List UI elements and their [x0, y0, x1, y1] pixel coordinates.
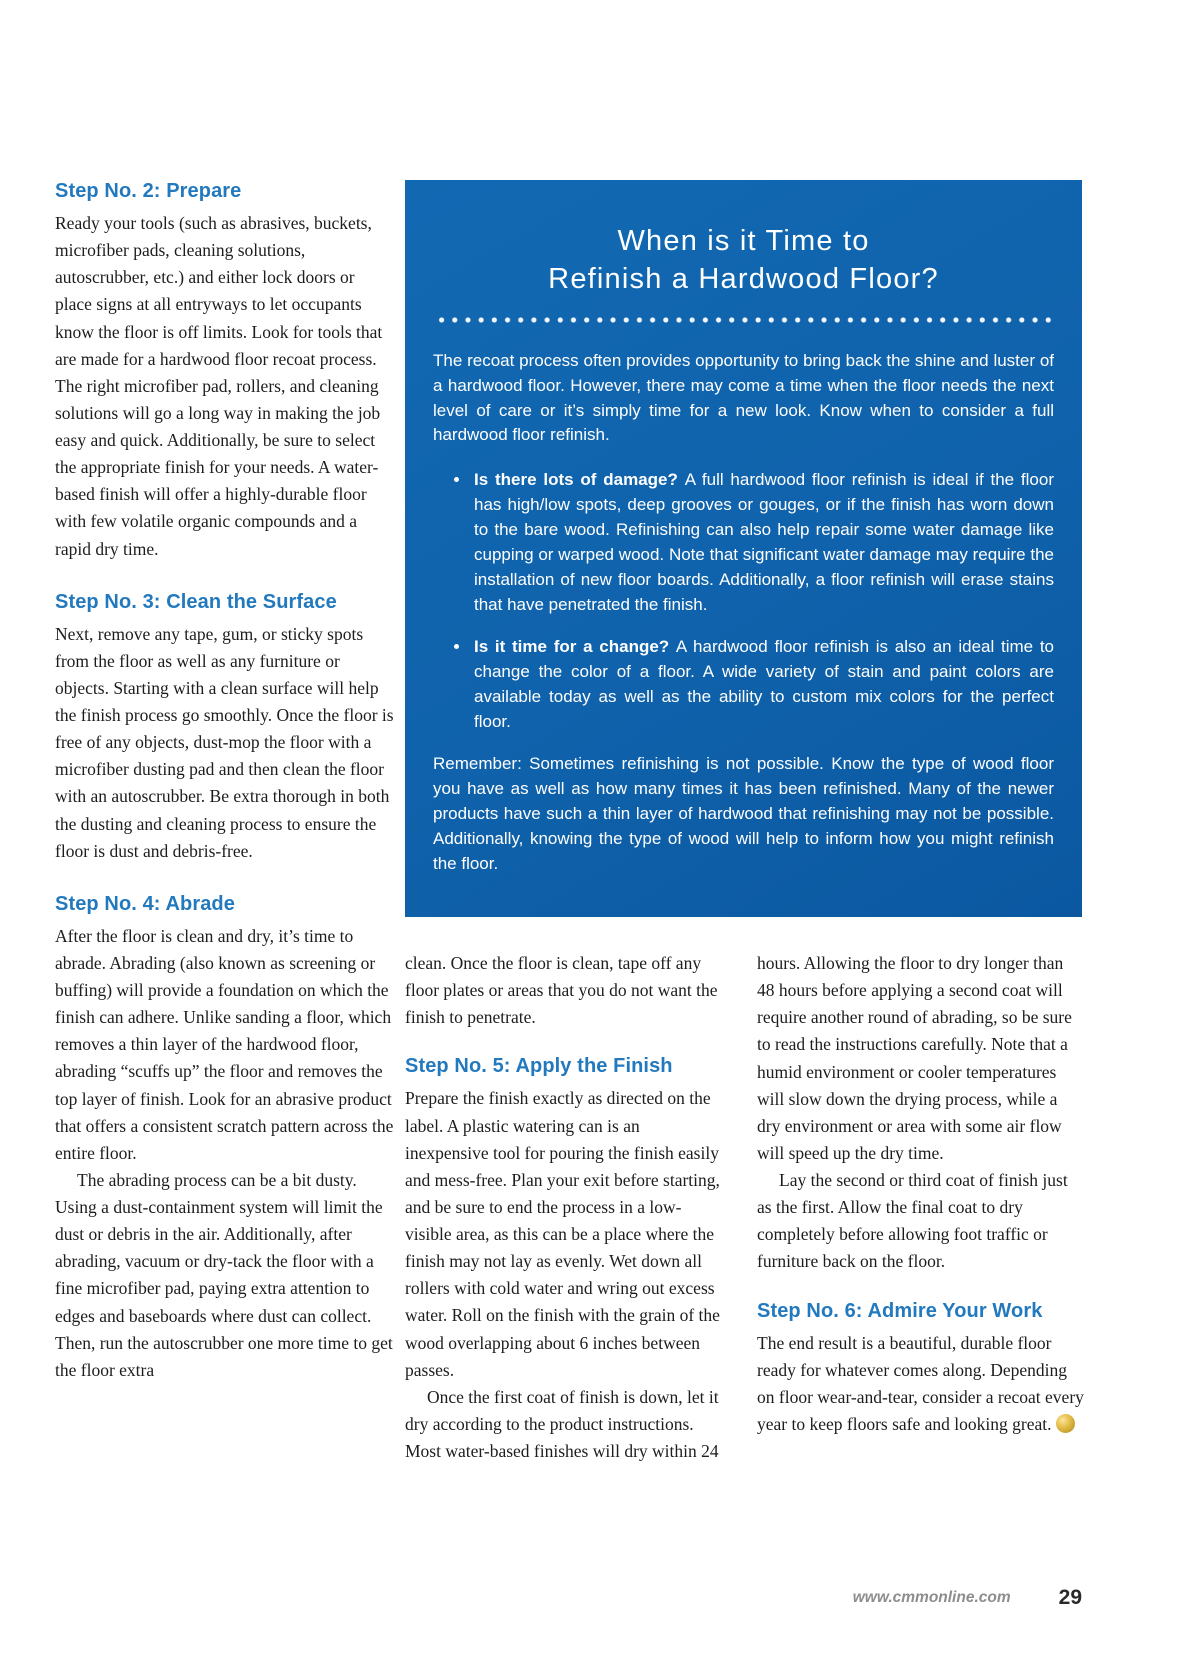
step-6-heading: Step No. 6: Admire Your Work — [757, 1299, 1043, 1322]
footer-website-url: www.cmmonline.com — [852, 1589, 1011, 1606]
step-3-heading: Step No. 3: Clean the Surface — [55, 590, 337, 613]
step-5-paragraph-2: Once the first coat of finish is down, let it dry according to the product instructions. Most water-based finishes will dry within 24 — [405, 1386, 719, 1461]
step-5-heading: Step No. 5: Apply the Finish — [405, 1055, 673, 1078]
right-column — [757, 950, 1084, 1438]
callout-title — [433, 222, 1054, 299]
refinish-callout-box — [405, 180, 1082, 917]
bullet-text: A hardwood floor refinish is also an ideal time to change the color of a floor. A wide variety of stain and paint colors are available today as well as the ability to custom mix colors for the perfect floor. — [474, 637, 1055, 732]
middle-column — [405, 950, 725, 1465]
step-5-paragraph-1: Prepare the finish exactly as directed on the label. A plastic watering can is an inexpensive tool for pouring the finish easily and mess-free. Plan your exit before starting, and be sure to end the process in a low-visible area, as this can be a place where the finish may not lay as evenly. Wet down all rollers with cold water and wring out excess water. Roll on the finish with the grain of the wood overlapping about 6 inches between passes. — [405, 1088, 720, 1380]
step-4-heading: Step No. 4: Abrade — [55, 892, 235, 915]
dotted-divider — [435, 317, 1052, 323]
callout-remember-note: Remember: Sometimes refinishing is not possible. Know the type of wood floor you have as well as how many times it has been refinished. Many of the newer products have such a thin layer of hardwood that refinishing may not be possible. Additionally, knowing the type of wood will help to inform how you might refinish the floor. — [433, 754, 1054, 874]
page-footer — [0, 1586, 1082, 1610]
step-4-paragraph-1: After the floor is clean and dry, it’s time to abrade. Abrading (also known as screening or buffing) will provide a foundation on which the finish can adhere. Unlike sanding a floor, which removes a thin layer of the hardwood floor, abrading “scuffs up” the floor and removes the top layer of finish. Look for an abrasive product that offers a consistent scratch pattern across the entire floor. — [55, 925, 394, 1163]
page-number: 29 — [1058, 1586, 1082, 1609]
step-5-continuation: hours. Allowing the floor to dry longer than 48 hours before applying a second coat will require another round of abrading, so be sure to read the instructions carefully. Note that a humid environment or cooler temperatures will slow down the drying process, while a dry environment or area with some air flow will speed up the dry time. — [757, 953, 1072, 1163]
step-3-paragraph: Next, remove any tape, gum, or sticky spots from the floor as well as any furniture or objects. Starting with a clean surface will help the finish process go smoothly. Once the floor is free of any objects, dust-mop the floor with a microfiber dusting pad and then clean the floor with an autoscrubber. Be extra thorough in both the dusting and cleaning process to ensure the floor is dust and debris-free. — [55, 623, 394, 861]
callout-intro: The recoat process often provides opportunity to bring back the shine and luster of a hardwood floor. However, there may come a time when the floor needs the next level of care or it’s simply time for a new look. Know when to consider a full hardwood floor refinish. — [433, 350, 1054, 445]
step-5-paragraph-3: Lay the second or third coat of finish just as the first. Allow the final coat to dry completely before allowing foot traffic or furniture back on the floor. — [757, 1170, 1068, 1272]
left-column — [55, 178, 395, 1410]
callout-bullet-list — [433, 468, 1054, 735]
section-step-2 — [55, 178, 395, 563]
section-step-4 — [55, 891, 395, 1384]
end-of-article-icon — [1056, 1414, 1075, 1433]
callout-bullet-damage — [471, 468, 1054, 618]
section-step-3 — [55, 589, 395, 865]
step-2-paragraph: Ready your tools (such as abrasives, buckets, microfiber pads, cleaning solutions, autoscrubber, etc.) and either lock doors or place signs at all entryways to let occupants know the floor is off limits. Look for tools that are made for a hardwood floor recoat process. The right microfiber pad, rollers, and cleaning solutions will go a long way in making the job easy and quick. Additionally, be sure to select the appropriate finish for your needs. A water-based finish will offer a highly-durable floor with few volatile organic compounds and a rapid dry time. — [55, 213, 383, 559]
callout-bullet-change — [471, 635, 1054, 735]
callout-title-line-2: Refinish a Hardwood Floor? — [548, 263, 939, 296]
bullet-text: A full hardwood floor refinish is ideal if the floor has high/low spots, deep grooves or gouges, or if the finish has worn down to the bare wood. Refinishing can also help repair some water damage like cupping or warped wood. Note that significant water damage may require the installation of new floor boards. Additionally, a floor refinish will erase stains that have penetrated the finish. — [474, 470, 1055, 615]
step-6-text: The end result is a beautiful, durable floor ready for whatever comes along. Depending on floor wear-and-tear, consider a recoat every year to keep floors safe and looking great. — [757, 1332, 1084, 1434]
step-4-continuation: clean. Once the floor is clean, tape off any floor plates or areas that you do not want the finish to penetrate. — [405, 953, 718, 1028]
bullet-lead: Is it time for a change? — [474, 637, 676, 657]
callout-title-line-1: When is it Time to — [617, 225, 870, 257]
step-6-paragraph — [757, 1330, 1084, 1439]
bullet-lead: Is there lots of damage? — [474, 470, 685, 490]
step-2-heading: Step No. 2: Prepare — [55, 180, 242, 202]
step-4-paragraph-2: The abrading process can be a bit dusty. Using a dust-containment system will limit the dust or debris in the air. Additionally, after abrading, vacuum or dry-tack the floor with a fine microfiber pad, paying extra attention to edges and baseboards where dust can collect. Then, run the autoscrubber one more time to get the floor extra — [55, 1169, 393, 1380]
